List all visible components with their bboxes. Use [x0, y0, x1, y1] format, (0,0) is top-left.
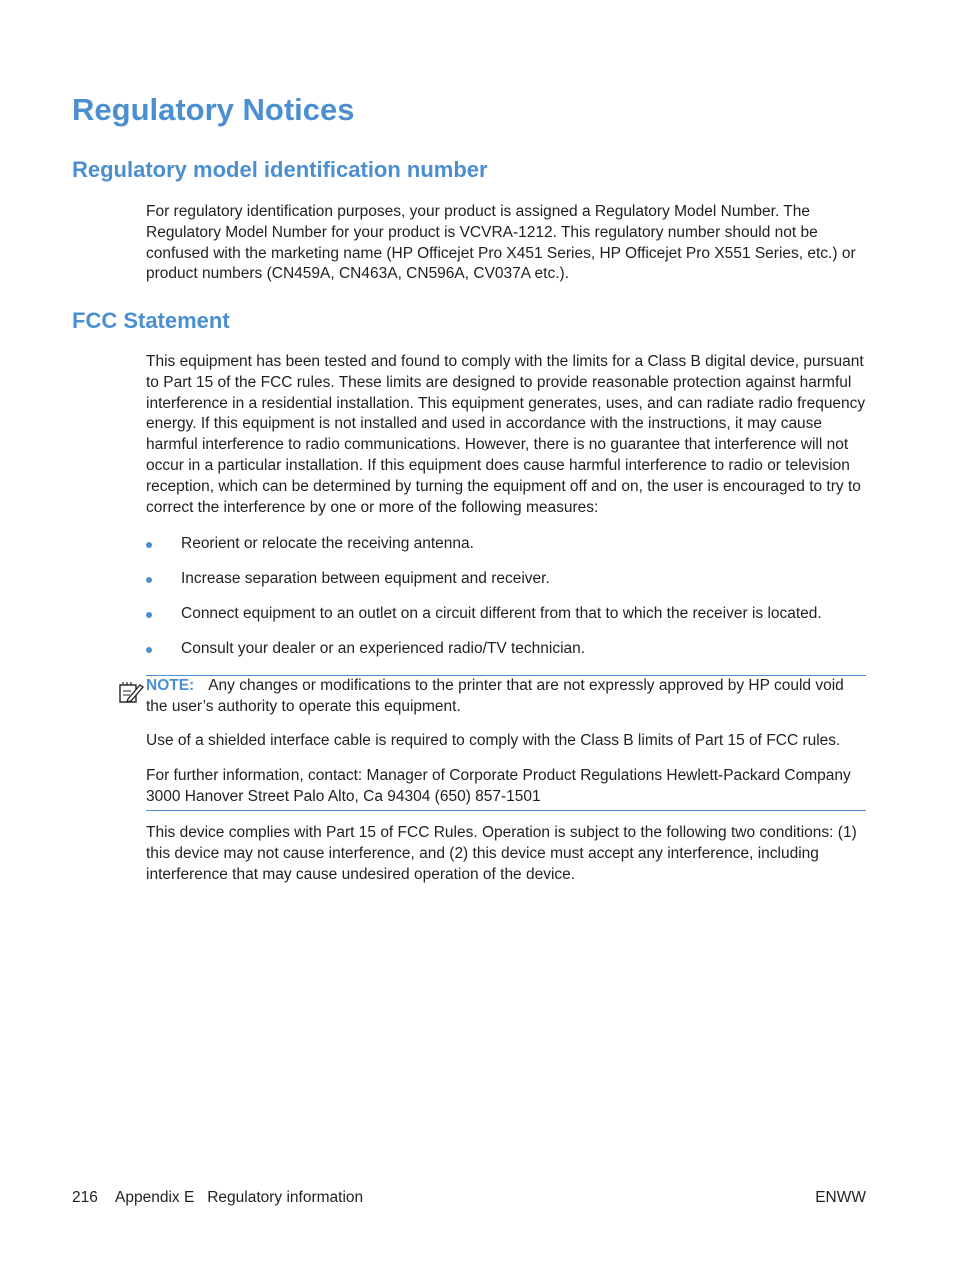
section-heading-model-id: Regulatory model identification number — [72, 157, 488, 182]
list-item — [146, 604, 822, 639]
list-item — [146, 639, 822, 674]
list-item-text: Consult your dealer or an experienced radio/TV technician. — [181, 640, 586, 657]
contact-paragraph: For further information, contact: Manager of Corporate Product Regulations Hewlett-Packard Company 3000 Hanover Street Palo Alto, Ca 94304 (650) 857-1501 — [146, 767, 851, 805]
list-item — [146, 569, 822, 604]
bullet-icon — [146, 647, 152, 653]
note-paragraph — [146, 676, 866, 718]
note-label: NOTE: — [146, 677, 195, 694]
note-text: Any changes or modifications to the printer that are not expressly approved by HP could void the user’s authority to operate this equipment. — [146, 677, 844, 715]
bullet-icon — [146, 577, 152, 583]
shielded-cable-paragraph: Use of a shielded interface cable is required to comply with the Class B limits of Part 15 of FCC rules. — [146, 732, 841, 749]
page-title: Regulatory Notices — [72, 92, 355, 127]
list-item-text: Connect equipment to an outlet on a circuit different from that to which the receiver is located. — [181, 605, 822, 622]
note-pencil-icon — [118, 681, 144, 705]
page-number: 216 — [72, 1189, 98, 1206]
compliance-paragraph: This device complies with Part 15 of FCC Rules. Operation is subject to the following two conditions: (1) this device may not cause interference, and (2) this device must accept any interference, including interference that may cause undesired operation of the device. — [146, 824, 857, 883]
list-item — [146, 534, 822, 569]
fcc-paragraph: This equipment has been tested and found to comply with the limits for a Class B digital device, pursuant to Part 15 of the FCC rules. These limits are designed to provide reasonable protection against harmful interference in a residential installation. This equipment generates, uses, and can radiate radio frequency energy. If this equipment is not installed and used in accordance with the instructions, it may cause harmful interference to radio communications. However, there is no guarantee that interference will not occur in a particular installation. If this equipment does cause harmful interference to radio or television reception, which can be determined by turning the equipment off and on, the user is encouraged to try to correct the interference by one or more of the following measures: — [146, 353, 866, 516]
list-item-text: Reorient or relocate the receiving antenna. — [181, 535, 474, 552]
list-item-text: Increase separation between equipment and receiver. — [181, 570, 550, 587]
document-code: ENWW — [815, 1189, 866, 1206]
section-heading-fcc: FCC Statement — [72, 308, 230, 333]
chapter-label: Appendix E Regulatory information — [115, 1189, 364, 1206]
model-id-paragraph: For regulatory identification purposes, your product is assigned a Regulatory Model Number. The Regulatory Model Number for your product is VCVRA-1212. This regulatory number should not be confused with the marketing name (HP Officejet Pro X451 Series, HP Officejet Pro X551 Series, etc.) or product numbers (CN459A, CN463A, CN596A, CV037A etc.). — [146, 203, 856, 283]
bullet-icon — [146, 542, 152, 548]
measures-list — [146, 534, 822, 674]
bullet-icon — [146, 612, 152, 618]
